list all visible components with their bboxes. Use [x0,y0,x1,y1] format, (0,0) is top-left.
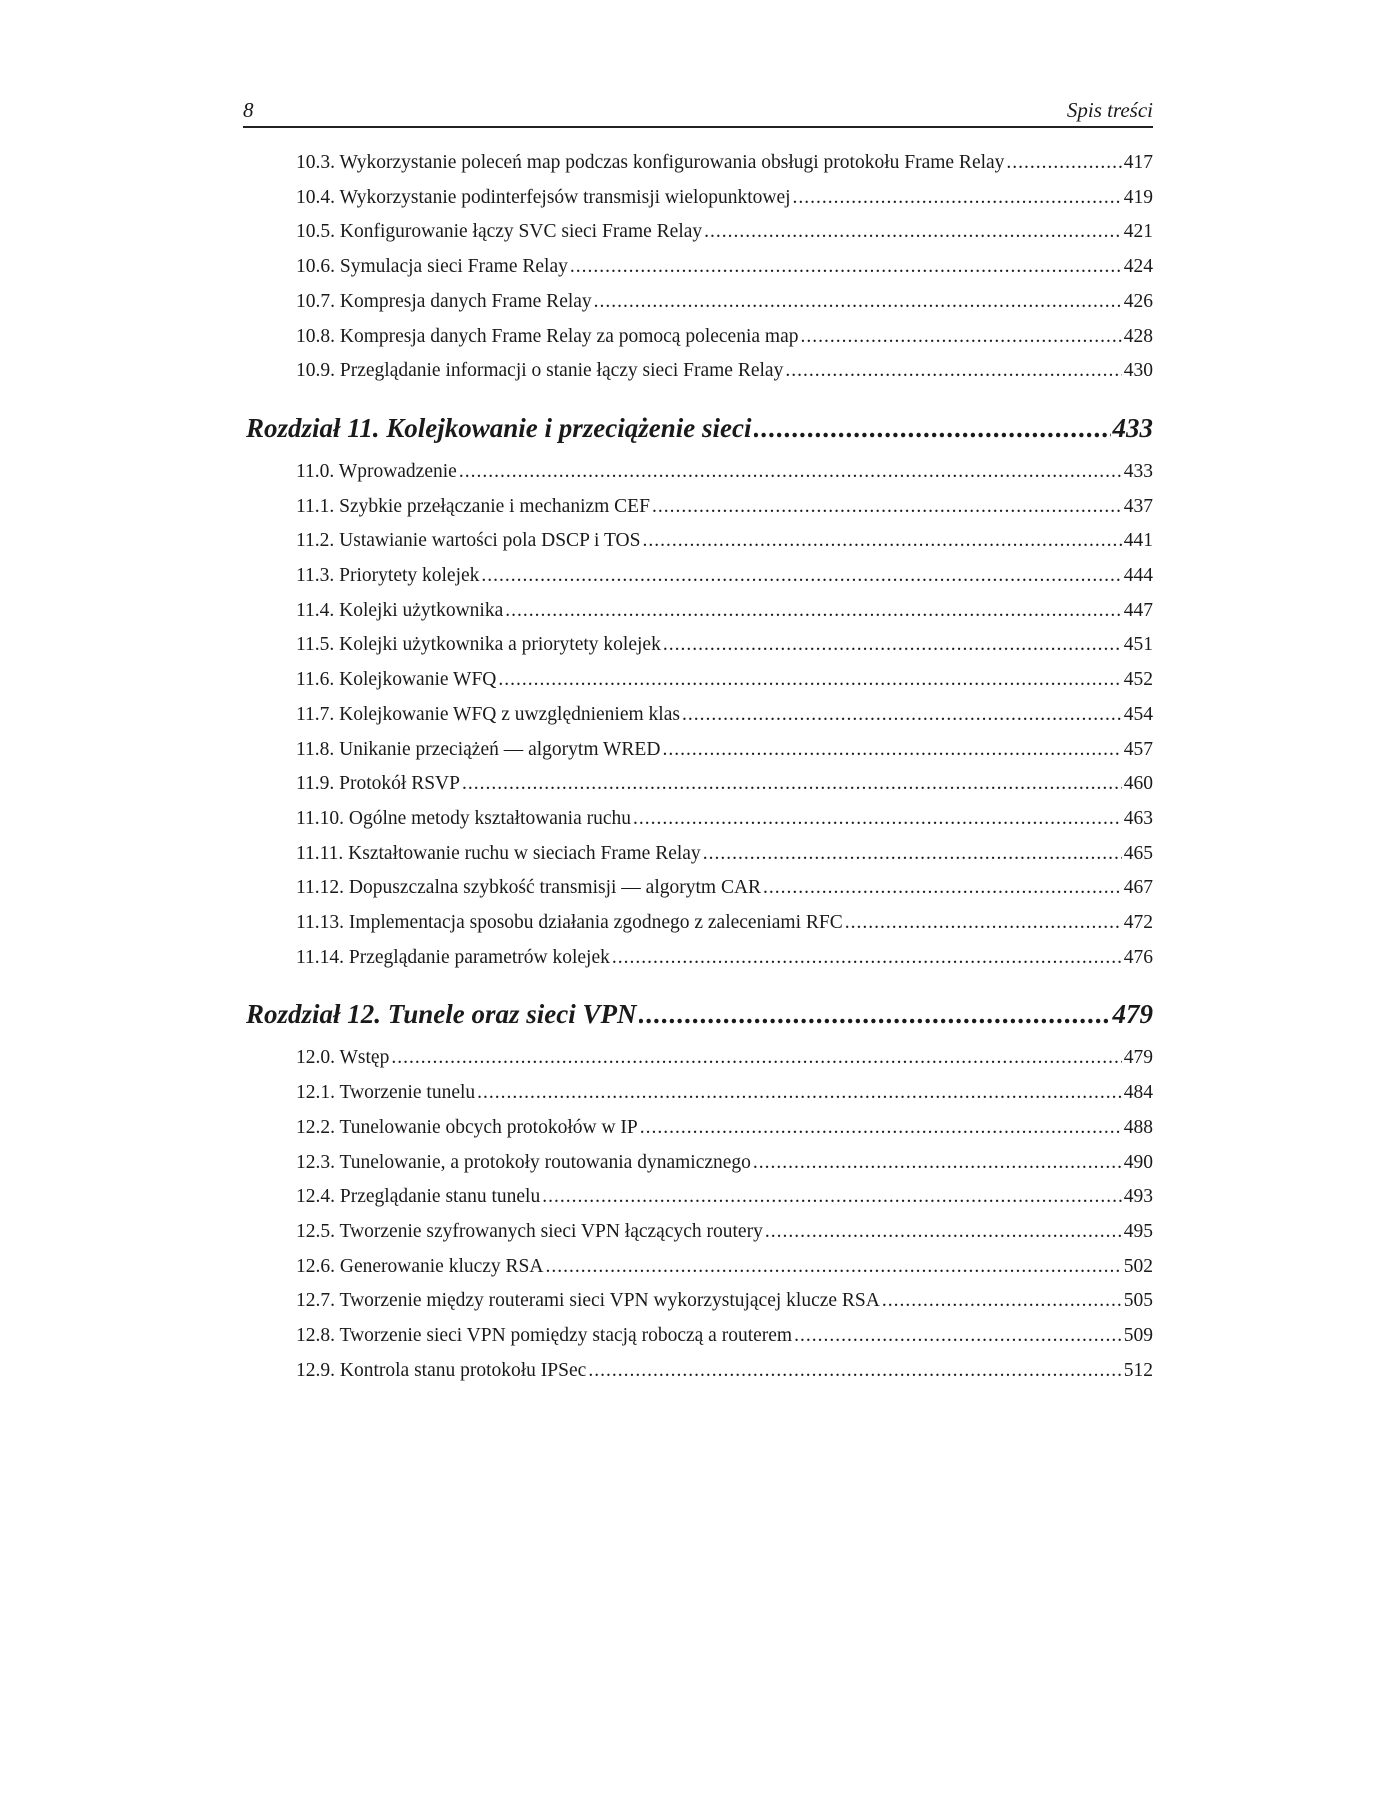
toc-section-entry [296,324,1153,350]
toc-section-entry [296,1254,1153,1280]
toc-section-entry [296,150,1153,176]
entry-title: 11.4. Kolejki użytkownika [296,599,504,621]
dot-leader [643,528,1122,554]
dot-leader [498,667,1121,693]
toc-section-entry [296,1080,1153,1106]
toc-chapter-entry [246,997,1153,1031]
entry-page-number: 509 [1123,1325,1153,1346]
dot-leader [794,1323,1122,1349]
toc-section-entry [296,528,1153,554]
entry-page-number: 451 [1123,634,1153,656]
entry-title: 12.8. Tworzenie sieci VPN pomiędzy stacją roboczą a routerem [296,1325,793,1346]
dot-leader [1006,150,1121,176]
entry-page-number: 424 [1123,256,1153,278]
entry-page-number: 472 [1123,912,1153,933]
entry-page-number: 490 [1123,1151,1153,1173]
entry-title: Rozdział 12. Tunele oraz sieci VPN [246,999,637,1030]
entry-title: 12.2. Tunelowanie obcych protokołów w IP [296,1116,638,1138]
entry-title: 12.0. Wstęp [296,1047,390,1069]
toc-section-entry [296,806,1153,832]
entry-page-number: 447 [1123,599,1153,621]
entry-title: 12.1. Tworzenie tunelu [296,1082,476,1104]
entry-title: 11.7. Kolejkowanie WFQ z uwzględnieniem klas [296,703,680,725]
dot-leader [594,289,1122,315]
toc-section-entry [296,945,1153,971]
toc-section-entry [296,1358,1153,1384]
entry-title: 11.5. Kolejki użytkownika a priorytety kolejek [296,634,661,656]
entry-title: 10.7. Kompresja danych Frame Relay [296,290,592,312]
entry-title: 10.9. Przeglądanie informacji o stanie łączy sieci Frame Relay [296,360,784,382]
dot-leader [793,185,1122,211]
dot-leader [753,1150,1122,1176]
entry-title: 10.3. Wykorzystanie poleceń map podczas konfigurowania obsługi protokołu Frame Relay [296,152,1005,173]
entry-title: 11.9. Protokół RSVP [296,773,460,795]
toc-section-entry [296,185,1153,211]
dot-leader [754,411,1111,445]
toc-section-entry [296,358,1153,384]
entry-page-number: 488 [1123,1116,1153,1138]
toc-section-entry [296,1184,1153,1210]
dot-leader [542,1184,1122,1210]
dot-leader [703,841,1122,867]
dot-leader [459,459,1122,485]
entry-title: 12.3. Tunelowanie, a protokoły routowania dynamicznego [296,1151,751,1173]
toc-section-entry [296,563,1153,589]
dot-leader [682,702,1122,728]
dot-leader [845,910,1122,936]
entry-page-number: 417 [1123,152,1153,173]
toc-section-entry [296,494,1153,520]
entry-title: 11.8. Unikanie przeciążeń — algorytm WRED [296,738,661,760]
toc-section-entry [296,841,1153,867]
dot-leader [545,1254,1121,1280]
toc-section-entry [296,875,1153,901]
entry-title: 12.9. Kontrola stanu protokołu IPSec [296,1359,587,1381]
dot-leader [588,1358,1121,1384]
entry-title: 10.4. Wykorzystanie podinterfejsów transmisji wielopunktowej [296,186,791,208]
entry-title: 11.1. Szybkie przełączanie i mechanizm CEF [296,495,650,517]
dot-leader [633,806,1122,832]
dot-leader [882,1288,1122,1314]
entry-page-number: 454 [1123,703,1153,725]
entry-page-number: 457 [1123,738,1153,760]
entry-title: 11.13. Implementacja sposobu działania zgodnego z zaleceniami RFC [296,912,843,933]
entry-page-number: 476 [1123,946,1153,968]
entry-page-number: 428 [1123,325,1153,347]
entry-title: 10.5. Konfigurowanie łączy SVC sieci Frame Relay [296,221,703,243]
dot-leader [765,1219,1122,1245]
entry-title: 11.6. Kolejkowanie WFQ [296,669,497,691]
dot-leader [612,945,1122,971]
running-header [243,96,1153,128]
entry-title: 12.6. Generowanie kluczy RSA [296,1255,544,1277]
dot-leader [462,771,1122,797]
entry-page-number: 441 [1123,530,1153,552]
dot-leader [662,737,1121,763]
entry-page-number: 421 [1123,221,1153,243]
toc-section-entry [296,219,1153,245]
entry-page-number: 444 [1123,565,1153,586]
dot-leader [481,563,1121,589]
toc-section-entry [296,771,1153,797]
entry-title: 11.14. Przeglądanie parametrów kolejek [296,946,610,968]
toc-section-entry [296,598,1153,624]
entry-page-number: 433 [1123,460,1153,482]
dot-leader [663,632,1122,658]
dot-leader [639,997,1111,1031]
entry-page-number: 479 [1112,999,1153,1030]
entry-page-number: 467 [1123,877,1153,899]
dot-leader [391,1045,1121,1071]
entry-title: 11.12. Dopuszczalna szybkość transmisji — algorytm CAR [296,877,762,899]
entry-page-number: 437 [1123,495,1153,517]
entry-page-number: 512 [1123,1359,1153,1381]
entry-page-number: 484 [1123,1082,1153,1104]
toc-section-entry [296,1288,1153,1314]
dot-leader [652,494,1122,520]
entry-page-number: 433 [1112,412,1153,443]
entry-title: 11.10. Ogólne metody kształtowania ruchu [296,807,632,829]
toc-section-entry [296,737,1153,763]
entry-page-number: 430 [1123,360,1153,382]
toc-section-entry [296,632,1153,658]
entry-title: 12.7. Tworzenie między routerami sieci VPN wykorzystującej klucze RSA [296,1290,880,1312]
entry-title: 12.4. Przeglądanie stanu tunelu [296,1186,541,1208]
dot-leader [477,1080,1122,1106]
entry-title: 11.2. Ustawianie wartości pola DSCP i TOS [296,530,641,552]
entry-title: 10.6. Symulacja sieci Frame Relay [296,256,568,278]
dot-leader [704,219,1122,245]
entry-page-number: 426 [1123,290,1153,312]
toc-section-entry [296,1045,1153,1071]
dot-leader [570,254,1122,280]
running-title: Spis treści [1066,98,1153,122]
entry-page-number: 419 [1123,186,1153,208]
entry-page-number: 460 [1123,773,1153,795]
entry-title: 11.3. Priorytety kolejek [296,565,480,586]
toc-chapter-entry [246,411,1153,445]
page-number: 8 [243,98,254,122]
toc-section-entry [296,289,1153,315]
toc-section-entry [296,1219,1153,1245]
dot-leader [801,324,1122,350]
entry-title: 12.5. Tworzenie szyfrowanych sieci VPN łączących routery [296,1220,763,1242]
entry-title: 10.8. Kompresja danych Frame Relay za pomocą polecenia map [296,325,799,347]
entry-page-number: 505 [1123,1290,1153,1312]
dot-leader [505,598,1122,624]
dot-leader [785,358,1121,384]
entry-title: Rozdział 11. Kolejkowanie i przeciążenie sieci [246,412,752,443]
toc-section-entry [296,1150,1153,1176]
entry-title: 11.0. Wprowadzenie [296,460,457,482]
entry-page-number: 502 [1123,1255,1153,1277]
entry-title: 11.11. Kształtowanie ruchu w sieciach Frame Relay [296,842,701,864]
toc-section-entry [296,1323,1153,1349]
entry-page-number: 465 [1123,842,1153,864]
dot-leader [763,875,1122,901]
toc-section-entry [296,667,1153,693]
toc-section-entry [296,702,1153,728]
entry-page-number: 495 [1123,1220,1153,1242]
toc-section-entry [296,910,1153,936]
entry-page-number: 463 [1123,807,1153,829]
toc-section-entry [296,254,1153,280]
entry-page-number: 479 [1123,1047,1153,1069]
entry-page-number: 452 [1123,669,1153,691]
toc-section-entry [296,1115,1153,1141]
dot-leader [640,1115,1122,1141]
entry-page-number: 493 [1123,1186,1153,1208]
toc-section-entry [296,459,1153,485]
